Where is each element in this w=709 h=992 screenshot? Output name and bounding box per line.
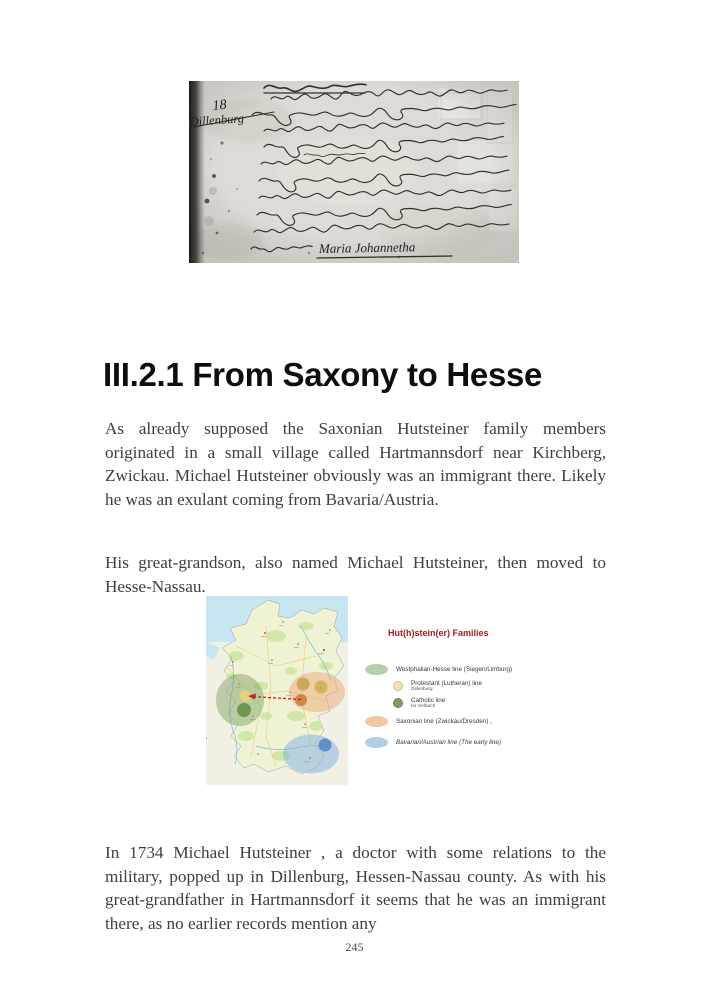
legend-swatch-saxonian	[365, 716, 388, 727]
manuscript-margin-place: Dillenburg	[189, 111, 245, 129]
legend-label: Protestant (Lutheran) line	[411, 680, 483, 687]
legend-row	[393, 680, 482, 693]
map-legend	[363, 620, 528, 765]
legend-row	[365, 737, 501, 748]
spot-catholic-line	[237, 703, 251, 717]
legend-label: Saxonian line (Zwickau/Dresden) ,	[396, 718, 492, 725]
legend-swatch-westphalian	[365, 664, 388, 675]
binding-edge	[189, 81, 205, 263]
chapter-heading: III.2.1 From Saxony to Hesse	[103, 356, 543, 394]
spot-saxony-1	[297, 678, 310, 691]
paragraph-3: In 1734 Michael Hutsteiner , a doctor with some relations to the military, popped up in Dillenburg, Hessen-Nassau county. As with his great-grandfather in Hartmannsdorf it seems that he was an immigrant there, as no earlier records mention any	[105, 843, 606, 933]
legend-label: Westphalian-Hesse line (Siegen/Limburg)	[396, 666, 513, 673]
church-record-art	[189, 81, 519, 263]
manuscript-closing-name: Maria Johannetha	[318, 239, 416, 256]
germany-map	[206, 596, 348, 785]
legend-sublabel: for Selbach	[411, 704, 436, 709]
region-westphalian-hesse	[216, 674, 264, 726]
legend-swatch-bavarian	[365, 737, 388, 748]
legend-swatch-protestant	[393, 681, 403, 691]
legend-swatch-catholic	[393, 698, 403, 708]
legend-label: Catholic line	[411, 697, 446, 704]
legend-sublabel: Dillenburg	[411, 687, 433, 692]
family-map-figure	[206, 596, 348, 785]
paragraph-1: As already supposed the Saxonian Hutsteiner family members originated in a small village called Hartmannsdorf near Kirchberg, Zwickau. Michael Hutsteiner obviously was an immigrant there. Likely he was an exulant coming from Bavaria/Austria.	[105, 419, 606, 509]
legend-label: Bavarian/Austrian line (The early line)	[396, 739, 501, 746]
page-number: 245	[345, 940, 364, 954]
legend-title: Hut(h)stein(er) Families	[388, 628, 489, 638]
spot-bavarian	[319, 739, 332, 752]
spot-saxony-3	[295, 694, 307, 706]
paragraph-2: His great-grandson, also named Michael Hutsteiner, then moved to Hesse-Nassau.	[105, 553, 606, 596]
spot-saxony-2	[315, 681, 328, 694]
region-bavarian-austrian	[283, 735, 339, 774]
legend-row	[365, 716, 492, 727]
church-record-scan	[189, 81, 519, 263]
legend-row	[393, 697, 445, 710]
legend-row	[365, 664, 512, 675]
manuscript-margin-date: 18	[211, 97, 228, 114]
